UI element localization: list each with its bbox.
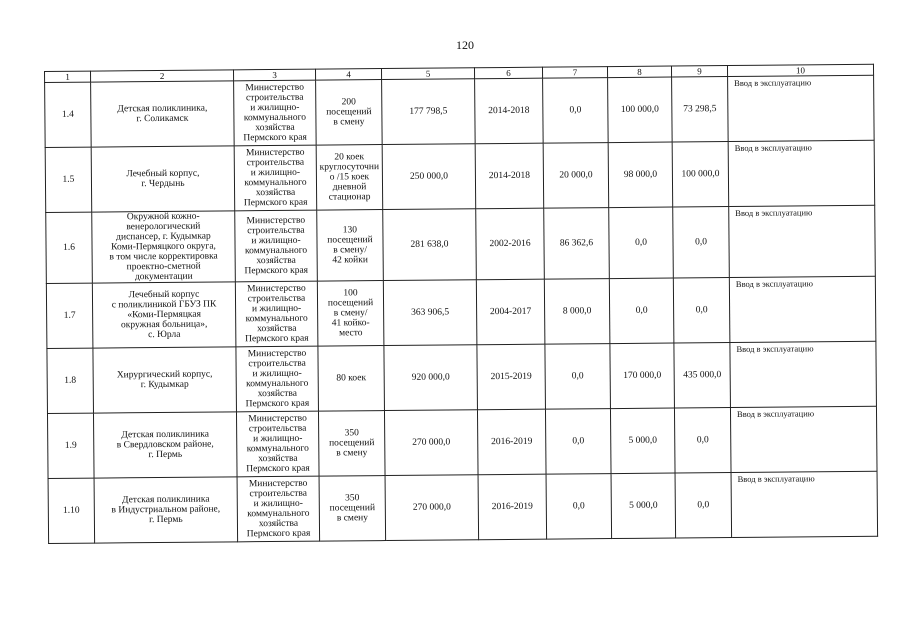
- construction-period-cell: 2015-2019: [477, 344, 546, 410]
- col-header-5: 5: [381, 68, 474, 80]
- object-name-cell: Лечебный корпус, г. Чердынь: [91, 146, 235, 212]
- expected-result-text: Ввод в эксплуатацию: [735, 278, 814, 289]
- expected-result-cell: [730, 406, 877, 472]
- col-header-3: 3: [233, 69, 315, 81]
- construction-period-cell: 2014-2018: [475, 143, 544, 209]
- estimated-cost-cell: 920 000,0: [384, 345, 478, 411]
- funding-col-9-cell: 0,0: [673, 278, 730, 343]
- customer-org-cell: Министерство строительства и жилищно- коммунального хозяйства Пермского края: [235, 281, 318, 347]
- funding-col-7-cell: 0,0: [543, 78, 609, 144]
- funding-col-7-cell: 0,0: [546, 474, 612, 540]
- object-name-cell: Окружной кожно- венерологический диспансер, г. Кудымкар Коми-Пермяцкого округа, в том числе корректировка проектно-сметной документации: [92, 211, 236, 283]
- construction-period-cell: 2016-2019: [478, 474, 547, 540]
- estimated-cost-cell: 363 906,5: [383, 280, 477, 346]
- capacity-cell: 200 посещений в смену: [316, 80, 383, 146]
- row-number-cell: 1.9: [47, 413, 94, 478]
- row-number-cell: 1.4: [45, 82, 92, 147]
- object-name-cell: Детская поликлиника, г. Соликамск: [91, 81, 235, 147]
- capacity-cell: 350 посещений в смену: [318, 411, 385, 477]
- funding-col-8-cell: 0,0: [609, 207, 674, 279]
- row-number-cell: 1.7: [46, 283, 93, 348]
- expected-result-text: Ввод в эксплуатацию: [734, 77, 812, 88]
- table-row: [46, 205, 876, 283]
- estimated-cost-cell: 270 000,0: [385, 475, 479, 541]
- investment-table: [44, 64, 878, 544]
- construction-period-cell: 2016-2019: [477, 409, 546, 475]
- construction-period-cell: 2002-2016: [476, 208, 545, 280]
- estimated-cost-cell: 177 798,5: [382, 79, 476, 145]
- expected-result-text: Ввод в эксплуатацию: [735, 207, 813, 218]
- funding-col-8-cell: 98 000,0: [608, 142, 673, 208]
- col-header-2: 2: [91, 70, 234, 82]
- row-number-cell: 1.8: [47, 348, 94, 413]
- funding-col-7-cell: 20 000,0: [543, 143, 609, 209]
- capacity-cell: 100 посещений в смену/ 41 койко- место: [317, 281, 384, 347]
- capacity-cell: 130 посещений в смену/ 42 койки: [317, 210, 384, 282]
- expected-result-cell: [730, 341, 877, 407]
- object-name-cell: Хирургический корпус, г. Кудымкар: [93, 347, 237, 413]
- funding-col-7-cell: 8 000,0: [544, 279, 610, 345]
- capacity-cell: 20 коек круглосуточни о /15 коек дневной стационар: [316, 145, 383, 211]
- expected-result-text: Ввод в эксплуатацию: [736, 408, 815, 419]
- construction-period-cell: 2014-2018: [475, 78, 544, 144]
- capacity-cell: 80 коек: [318, 346, 385, 412]
- customer-org-cell: Министерство строительства и жилищно- коммунального хозяйства Пермского края: [236, 411, 319, 477]
- expected-result-cell: [731, 471, 878, 537]
- table-row: [47, 341, 877, 413]
- expected-result-text: Ввод в эксплуатацию: [737, 473, 815, 484]
- construction-period-cell: 2004-2017: [476, 279, 545, 345]
- col-header-6: 6: [474, 67, 542, 79]
- estimated-cost-cell: 250 000,0: [382, 144, 476, 210]
- customer-org-cell: Министерство строительства и жилищно- коммунального хозяйства Пермского края: [235, 210, 318, 282]
- row-number-cell: 1.5: [45, 147, 92, 212]
- expected-result-cell: [729, 276, 876, 342]
- estimated-cost-cell: 270 000,0: [384, 410, 478, 476]
- col-header-9: 9: [671, 66, 727, 77]
- funding-col-9-cell: 73 298,5: [672, 77, 729, 142]
- funding-col-8-cell: 5 000,0: [610, 408, 675, 474]
- funding-col-8-cell: 170 000,0: [610, 343, 675, 409]
- expected-result-cell: [728, 75, 875, 141]
- funding-col-9-cell: 0,0: [673, 207, 730, 278]
- col-header-8: 8: [607, 66, 671, 78]
- funding-col-8-cell: 0,0: [609, 278, 674, 344]
- object-name-cell: Детская поликлиника в Индустриальном районе, г. Пермь: [94, 477, 238, 543]
- customer-org-cell: Министерство строительства и жилищно- коммунального хозяйства Пермского края: [237, 476, 320, 542]
- funding-col-8-cell: 5 000,0: [611, 473, 676, 539]
- expected-result-cell: [729, 205, 876, 277]
- funding-col-9-cell: 100 000,0: [672, 142, 729, 207]
- funding-col-8-cell: 100 000,0: [608, 77, 673, 143]
- customer-org-cell: Министерство строительства и жилищно- коммунального хозяйства Пермского края: [234, 145, 317, 211]
- col-header-7: 7: [542, 67, 607, 79]
- funding-col-7-cell: 0,0: [545, 344, 611, 410]
- col-header-1: 1: [45, 71, 91, 82]
- row-number-cell: 1.10: [48, 478, 95, 543]
- col-header-10: 10: [727, 64, 873, 76]
- table-row: [45, 140, 875, 212]
- customer-org-cell: Министерство строительства и жилищно- коммунального хозяйства Пермского края: [234, 80, 317, 146]
- funding-col-7-cell: 0,0: [545, 409, 611, 475]
- row-number-cell: 1.6: [46, 212, 93, 283]
- col-header-4: 4: [315, 69, 381, 81]
- estimated-cost-cell: 281 638,0: [383, 209, 477, 281]
- table-row: [48, 471, 878, 543]
- funding-col-9-cell: 0,0: [674, 408, 731, 473]
- object-name-cell: Детская поликлиника в Свердловском районе, г. Пермь: [93, 412, 237, 478]
- object-name-cell: Лечебный корпус с поликлиникой ГБУЗ ПК «Коми-Пермяцкая окружная больница», с. Юрла: [92, 282, 236, 348]
- table-row: [47, 406, 877, 478]
- table-row: [46, 276, 876, 348]
- customer-org-cell: Министерство строительства и жилищно- коммунального хозяйства Пермского края: [236, 346, 319, 412]
- expected-result-text: Ввод в эксплуатацию: [734, 142, 812, 153]
- expected-result-text: Ввод в эксплуатацию: [736, 343, 814, 354]
- funding-col-9-cell: 435 000,0: [674, 343, 731, 408]
- capacity-cell: 350 посещений в смену: [319, 476, 386, 542]
- expected-result-cell: [728, 140, 875, 206]
- funding-col-7-cell: 86 362,6: [544, 208, 610, 280]
- funding-col-9-cell: 0,0: [675, 473, 732, 538]
- table-row: [45, 75, 875, 147]
- page-number: 120: [456, 38, 474, 52]
